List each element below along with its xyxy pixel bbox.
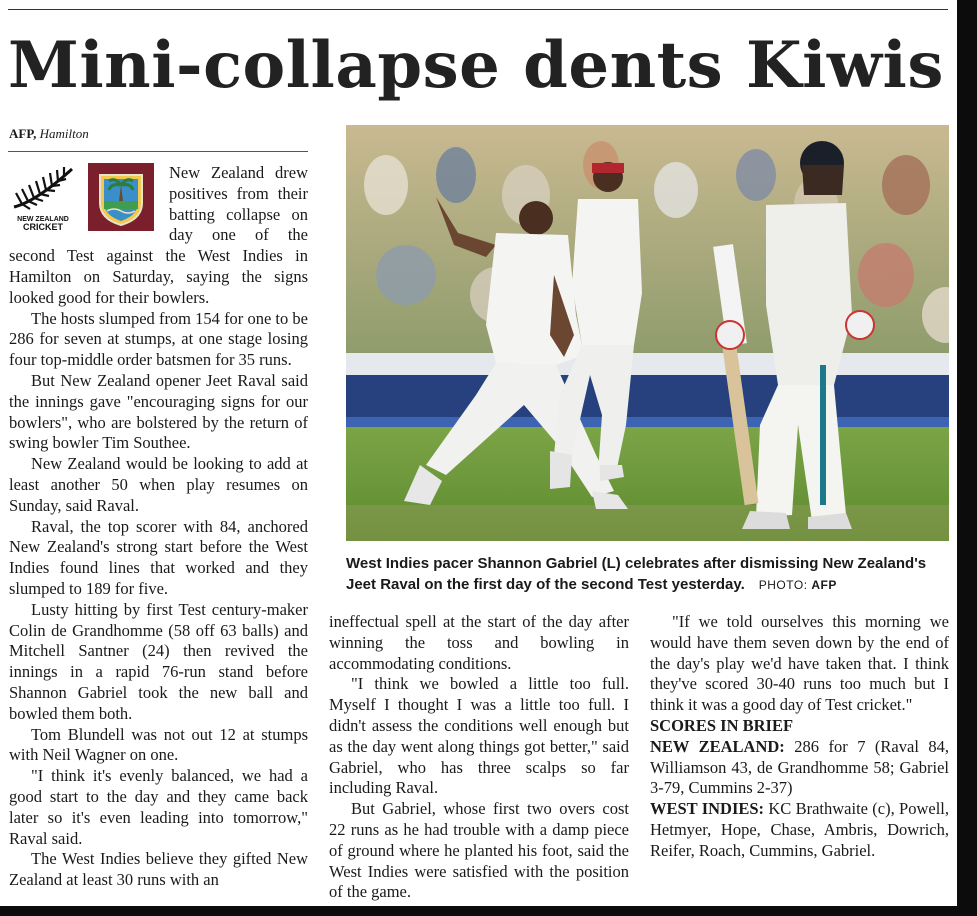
wi-squad-line: [650, 799, 949, 861]
wi-squad-label: WEST INDIES:: [650, 799, 765, 819]
credit-agency: AFP: [811, 578, 837, 592]
credit-label: PHOTO:: [758, 578, 808, 592]
page-edge-bottom: [0, 906, 977, 916]
paragraph: "I think we bowled a little too full. Myself I thought I was a little too full. I didn't assess the conditions well enough but as the day went along things got better," said Gabriel, who has three scalps so far including Raval.: [329, 674, 629, 798]
nz-score-line: [650, 737, 949, 799]
cricket-celebration-image: [346, 125, 949, 541]
paragraph: Lusty hitting by first Test century-maker Colin de Grandhomme (58 off 63 balls) and Mitchell Santner (24) then revived the innings in a rapid 76-run stand before Shannon Gabriel took the new ball and bowled them both.: [9, 599, 308, 723]
byline-agency: AFP,: [9, 126, 37, 141]
nz-score-label: NEW ZEALAND:: [650, 736, 785, 756]
paragraph: The West Indies believe they gifted New Zealand at least 30 runs with an: [9, 849, 308, 890]
article-column-1: [9, 163, 308, 891]
paragraph: New Zealand drew positives from their batting collapse on day one of the second Test against the West Indies in Hamilton on Saturday, saying the signs looked good for their bowlers.: [9, 163, 308, 307]
paragraph: ineffectual spell at the start of the day after winning the toss and bowling in accommodating conditions.: [329, 612, 629, 673]
article-column-2: [329, 612, 629, 903]
match-photo: [346, 125, 949, 541]
caption-text: West Indies pacer Shannon Gabriel (L) celebrates after dismissing New Zealand's Jeet Raval on the first day of the second Test yesterday.: [346, 555, 927, 593]
nz-logo-text-1: NEW ZEALAND: [17, 216, 69, 223]
paragraph: But New Zealand opener Jeet Raval said the innings gave "encouraging signs for our bowlers", who are bolstered by the return of swing bowler Tim Southee.: [9, 370, 308, 453]
byline: [9, 126, 89, 142]
paragraph: New Zealand would be looking to add at least another 50 when play resumes on Sunday, said Raval.: [9, 454, 308, 515]
paragraph: "I think it's evenly balanced, we had a good start to the day and they came back later so it's even leading into tomorrow," Raval said.: [9, 766, 308, 848]
paragraph: But Gabriel, whose first two overs cost 22 runs as he had trouble with a damp piece of ground where he planted his foot, said the West Indies were satisfied with the position of the game.: [329, 799, 629, 902]
paragraph: The hosts slumped from 154 for one to be 286 for seven at stumps, at one stage losing four top-middle order batsmen for 35 runs.: [9, 308, 308, 370]
nz-score-text: 286 for 7 (Raval 84, Williamson 43, de Grandhomme 58; Gabriel 3-79, Cummins 2-37): [650, 736, 950, 798]
article-column-3: [650, 612, 949, 862]
nz-logo-text-2: CRICKET: [23, 222, 63, 232]
byline-place: Hamilton: [39, 126, 89, 141]
page-edge-right: [957, 0, 977, 916]
scores-header: SCORES IN BRIEF: [650, 715, 794, 735]
top-rule: [8, 9, 948, 10]
paragraph: Raval, the top scorer with 84, anchored New Zealand's strong start before the West Indies found lines that worked and they slumped to 189 for five.: [9, 516, 308, 598]
photo-caption: [346, 553, 951, 596]
wi-squad-text: KC Brathwaite (c), Powell, Hetmyer, Hope, Chase, Ambris, Dowrich, Reifer, Roach, Cummins, Gabriel.: [650, 799, 949, 860]
paragraph: Tom Blundell was not out 12 at stumps with Neil Wagner on one.: [9, 724, 308, 765]
byline-rule: [8, 151, 308, 152]
photo-credit: [759, 578, 837, 592]
headline: Mini-collapse dents Kiwis: [8, 28, 944, 103]
paragraph: "If we told ourselves this morning we would have them seven down by the end of the day's play we'd have taken that. I think they've scored 30-40 runs too much but I think it was a good day of Test cricket.": [650, 612, 949, 715]
